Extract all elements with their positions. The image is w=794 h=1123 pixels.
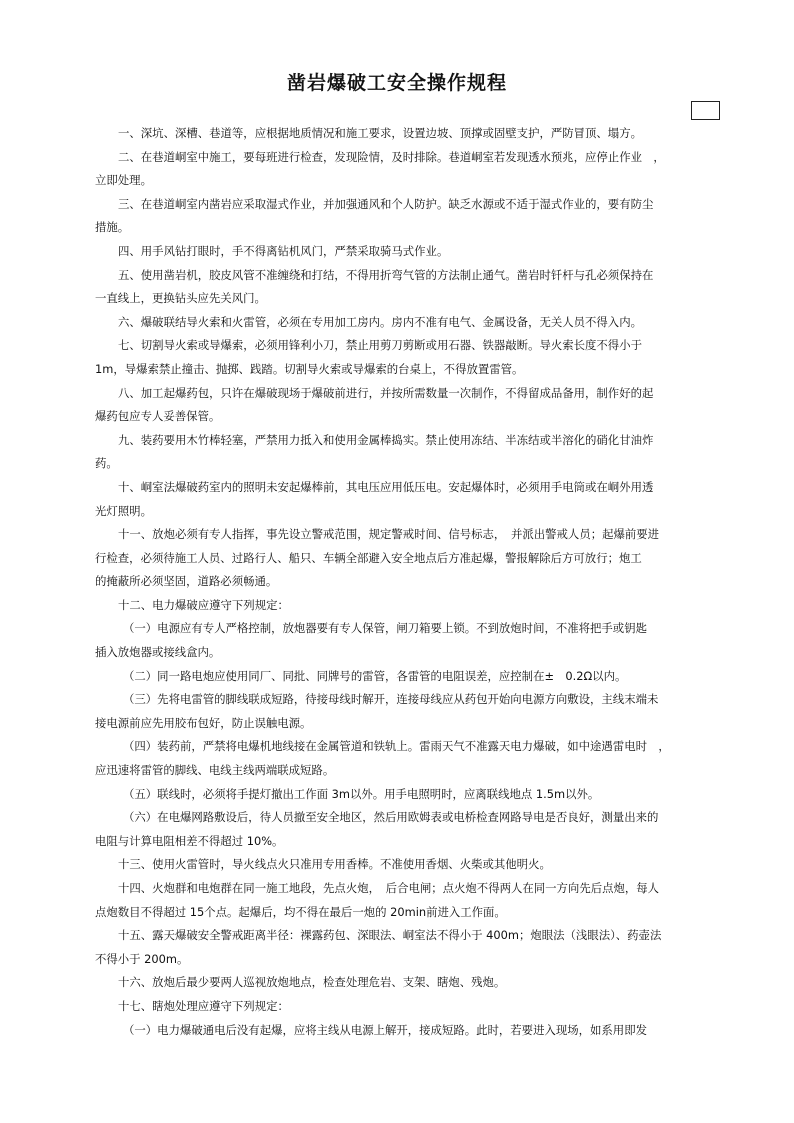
text-line: 六、爆破联结导火索和火雷管，必须在专用加工房内。房内不准有电气、金属设备，无关人员不得入内。 xyxy=(118,314,642,329)
text-line: （三）先将电雷管的脚线联成短路，待接母线时解开，连接母线应从药包开始向电源方向敷设，主线末端未 xyxy=(123,692,659,707)
text-line: 措施。 xyxy=(95,220,130,235)
text-line: 1m，导爆索禁止撞击、抛掷、践踏。切割导火索或导爆索的台桌上，不得放置雷管。 xyxy=(95,361,524,376)
text-line: （六）在电爆网路敷设后，待人员撤至安全地区，然后用欧姆表或电桥检查网路导电是否良好，测量出来的 xyxy=(123,810,659,825)
text-line: 十七、瞎炮处理应遵守下列规定： xyxy=(118,998,289,1013)
text-line: 插入放炮器或接线盒内。 xyxy=(95,645,221,660)
text-line: 二、在巷道峒室中施工，要每班进行检查，发现险情，及时排除。巷道峒室若发现透水预兆，应停止作业 ， xyxy=(118,149,665,164)
text-line: 电阻与计算电阻相差不得超过 10%。 xyxy=(95,833,284,848)
text-line: 点炮数目不得超过 15个点。起爆后，均不得在最后一炮的 20min前进入工作面。 xyxy=(95,904,506,919)
text-line: 十六、放炮后最少要两人巡视放炮地点，检查处理危岩、支架、瞎炮、残炮。 xyxy=(118,975,506,990)
text-line: （一）电力爆破通电后没有起爆，应将主线从电源上解开，接成短路。此时，若要进入现场，如系用即发 xyxy=(123,1022,647,1037)
text-line: 行检查，必须待施工人员、过路行人、船只、车辆全部避入安全地点后方准起爆，警报解除后方可放行；炮工 xyxy=(95,550,642,565)
text-line: 不得小于 200m。 xyxy=(95,951,189,966)
text-line: 十二、电力爆破应遵守下列规定： xyxy=(118,597,289,612)
empty-box xyxy=(691,101,720,120)
text-line: （五）联线时，必须将手提灯撤出工作面 3m以外。用手电照明时，应离联线地点 1.5m以外。 xyxy=(123,786,600,801)
text-line: 药。 xyxy=(95,456,118,471)
text-line: （一）电源应有专人严格控制，放炮器要有专人保管，闸刀箱要上锁。不到放炮时间，不准将把手或钥匙 xyxy=(123,621,647,636)
document-body xyxy=(95,122,740,1042)
text-line: 十四、火炮群和电炮群在同一施工地段，先点火炮， 后合电闸；点火炮不得两人在同一方向先后点炮，每人 xyxy=(118,881,660,895)
text-line: （二）同一路电炮应使用同厂、同批、同牌号的雷管，各雷管的电阻误差，应控制在± 0.2Ω以内。 xyxy=(123,668,627,683)
text-line: 十五、露天爆破安全警戒距离半径：裸露药包、深眼法、峒室法不得小于 400m；炮眼法（浅眼法）、药壶法 xyxy=(118,928,662,943)
text-line: 爆药包应专人妥善保管。 xyxy=(95,409,221,424)
text-line: （四）装药前，严禁将电爆机地线接在金属管道和铁轨上。雷雨天气不准露天电力爆破，如中途遇雷电时 ， xyxy=(123,739,670,754)
text-line: 的掩蔽所必须坚固，道路必须畅通。 xyxy=(95,574,278,589)
text-line: 八、加工起爆药包，只许在爆破现场于爆破前进行，并按所需数量一次制作，不得留成品备用，制作好的起 xyxy=(118,385,654,400)
text-line: 十三、使用火雷管时，导火线点火只准用专用香棒。不准使用香烟、火柴或其他明火。 xyxy=(118,857,551,872)
text-line: 九、装药要用木竹棒轻塞，严禁用力抵入和使用金属棒捣实。禁止使用冻结、半冻结或半溶化的硝化甘油炸 xyxy=(118,432,654,447)
text-line: 三、在巷道峒室内凿岩应采取湿式作业，并加强通风和个人防护。缺乏水源或不适于湿式作业的，要有防尘 xyxy=(118,196,654,211)
text-line: 光灯照明。 xyxy=(95,503,152,518)
text-line: 一、深坑、深槽、巷道等，应根据地质情况和施工要求，设置边坡、顶撑或固壁支护，严防冒顶、塌方。 xyxy=(118,126,642,140)
text-line: 七、切割导火索或导爆索，必须用锋利小刀，禁止用剪刀剪断或用石器、铁器敲断。导火索长度不得小于 xyxy=(118,338,642,353)
text-line: 一直线上，更换钻头应先关风门。 xyxy=(95,291,266,306)
text-line: 四、用手风钻打眼时，手不得离钻机风门，严禁采取骑马式作业。 xyxy=(118,243,449,258)
text-line: 十一、放炮必须有专人指挥，事先设立警戒范围，规定警戒时间、信号标志， 并派出警戒人员；起爆前要进 xyxy=(118,527,660,542)
text-line: 十、峒室法爆破药室内的照明未安起爆棒前，其电压应用低压电。安起爆体时，必须用手电筒或在峒外用透 xyxy=(118,479,654,494)
text-line: 立即处理。 xyxy=(95,173,152,188)
text-line: 接电源前应先用胶布包好，防止误触电源。 xyxy=(95,715,312,730)
text-line: 应迅速将雷管的脚线、电线主线两端联成短路。 xyxy=(95,763,335,778)
page-title: 凿岩爆破工安全操作规程 xyxy=(286,72,507,94)
text-line: 五、使用凿岩机，胶皮风管不准缠绕和打结，不得用折弯气管的方法制止通气。凿岩时钎杆与孔必须保持在 xyxy=(118,267,654,282)
